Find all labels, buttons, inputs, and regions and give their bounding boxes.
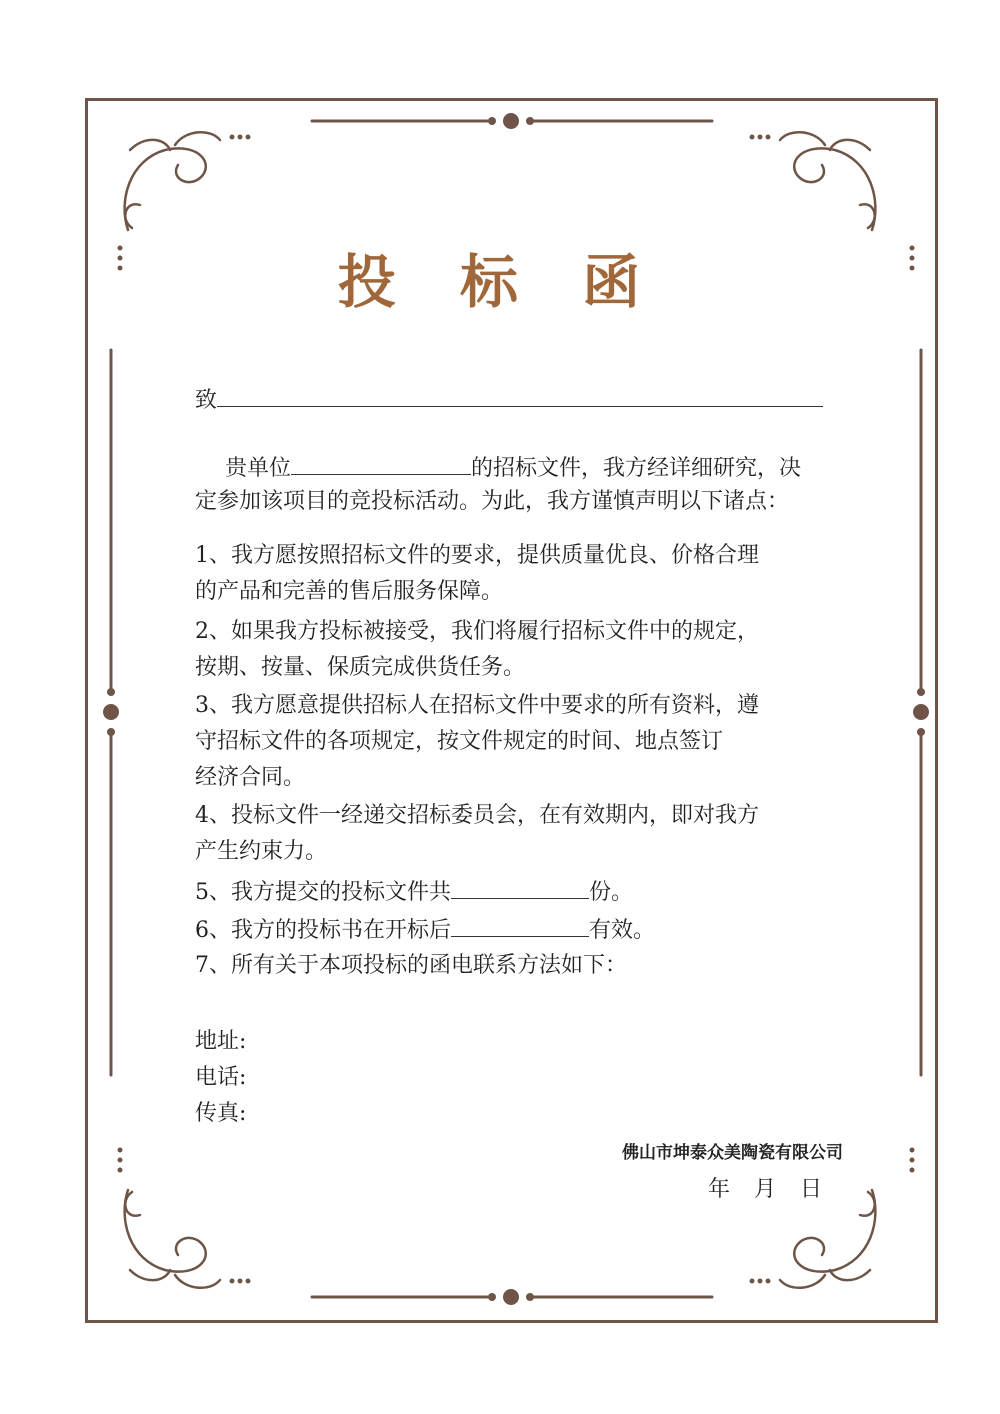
recipient-line xyxy=(195,380,823,419)
item-1-line-2: 的产品和完善的售后服务保障。 xyxy=(195,579,504,604)
to-label: 致 xyxy=(195,388,218,413)
item-1-line-1: 1、我方愿按照招标文件的要求，提供质量优良、价格合理 xyxy=(195,543,759,568)
item-4-line-2: 产生约束力。 xyxy=(195,839,328,864)
document-title: 投 标 函 xyxy=(337,248,663,316)
intro-suffix: 的招标文件，我方经详细研究，决 xyxy=(471,456,802,481)
address-label: 地址: xyxy=(195,1029,247,1054)
item-6-prefix: 6、我方的投标书在开标后 xyxy=(195,918,451,943)
item-5-line xyxy=(195,872,633,911)
date-month: 月 xyxy=(754,1177,779,1202)
date-line xyxy=(708,1172,846,1203)
item-2-line-1: 2、如果我方投标被接受，我们将履行招标文件中的规定， xyxy=(195,619,759,644)
recipient-field[interactable] xyxy=(217,380,823,407)
intro-line-2: 定参加该项目的竞投标活动。为此，我方谨慎声明以下诸点： xyxy=(195,489,790,514)
validity-field[interactable] xyxy=(451,910,589,937)
item-3-line-1: 3、我方愿意提供招标人在招标文件中要求的所有资料，遵 xyxy=(195,693,759,718)
date-day: 日 xyxy=(800,1177,825,1202)
item-5-suffix: 份。 xyxy=(589,880,634,905)
item-5-prefix: 5、我方提交的投标文件共 xyxy=(195,880,451,905)
intro-line-1 xyxy=(195,448,801,487)
intro-prefix: 贵单位 xyxy=(225,456,292,481)
item-3-line-3: 经济合同。 xyxy=(195,765,306,790)
item-7-line: 7、所有关于本项投标的函电联系方法如下： xyxy=(195,953,627,978)
item-3-line-2: 守招标文件的各项规定，按文件规定的时间、地点签订 xyxy=(195,729,724,754)
date-year: 年 xyxy=(708,1177,733,1202)
phone-label: 电话: xyxy=(195,1065,247,1090)
item-6-line xyxy=(195,910,655,949)
company-name: 佛山市坤泰众美陶瓷有限公司 xyxy=(622,1143,843,1163)
item-4-line-1: 4、投标文件一经递交招标委员会，在有效期内，即对我方 xyxy=(195,803,759,828)
fax-label: 传真: xyxy=(195,1101,247,1126)
item-6-suffix: 有效。 xyxy=(589,918,656,943)
copies-field[interactable] xyxy=(451,872,589,899)
item-2-line-2: 按期、按量、保质完成供货任务。 xyxy=(195,655,526,680)
project-field[interactable] xyxy=(291,448,471,475)
